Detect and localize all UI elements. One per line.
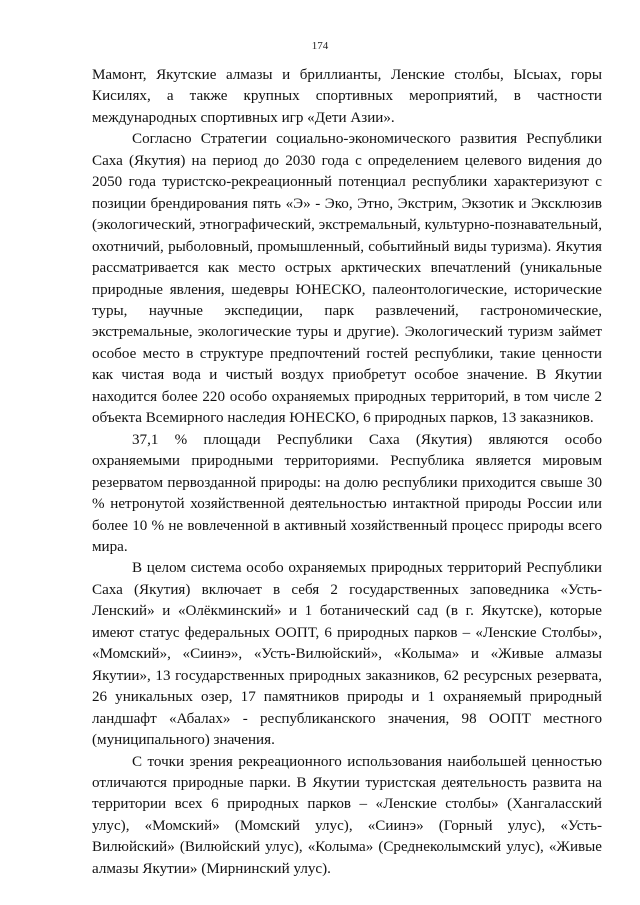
paragraph-protected-area-share: 37,1 % площади Республики Саха (Якутия) являются особо охраняемыми природными территориями. Республика является мировым резерватом первозданной природы: на долю республики приходится свыше 30 % нетронутой хозяйственной деятельностью интактной природы России или более 10 % не вовлеченной в активный хозяйственный процесс природы всего мира. bbox=[92, 431, 602, 555]
paragraph-nature-parks: С точки зрения рекреационного использования наибольшей ценностью отличаются природные парки. В Якутии туристская деятельность развита на территории всех 6 природных парков – «Ленские столбы» (Хангаласский улус), «Момский» (Момский улус), «Сиинэ» (Горный улус), «Усть-Вилюйский» (Вилюйский улус), «Колыма» (Среднеколымский улус), «Живые алмазы Якутии» (Мирнинский улус). bbox=[92, 753, 602, 877]
page-number: 174 bbox=[311, 40, 329, 52]
paragraph-strategy: Согласно Стратегии социально-экономического развития Республики Саха (Якутия) на период до 2030 года с определением целевого видения до 2050 года туристско-рекреационный потенциал республики характеризуют с позиции брендирования пять «Э» - Эко, Этно, Экстрим, Экзотик и Эксклюзив (экологический, этнографический, экстремальный, культурно-познавательный, охотничий, рыболовный, промышленный, событийный виды туризма). Якутия рассматривается как место острых арктических впечатлений (уникальные природные явления, шедевры ЮНЕСКО, палеонтологические, исторические туры, научные экспедиции, парк развлечений, гастрономические, экстремальные, экологические туры и другие). Экологический туризм займет особое место в структуре предпочтений гостей республики, такие ценности как чистая вода и чистый воздух приобретут особое значение. В Якутии находится более 220 особо охраняемых природных территорий, в том числе 2 объекта Всемирного наследия ЮНЕСКО, 6 природных парков, 13 заказников. bbox=[92, 131, 602, 427]
document-body bbox=[92, 65, 602, 880]
paragraph-protected-area-system: В целом система особо охраняемых природных территорий Республики Саха (Якутия) включает в себя 2 государственных заповедника «Усть-Ленский» и «Олёкминский» и 1 ботанический сад (в г. Якутске), которые имеют статус федеральных ООПТ, 6 природных парков – «Ленские Столбы», «Момский», «Сиинэ», «Усть-Вилюйский», «Колыма» и «Живые алмазы Якутии», 13 государственных природных заказников, 62 ресурсных резервата, 26 уникальных озер, 17 памятников природы и 1 охраняемый природный ландшафт «Абалах» - республиканского значения, 98 ООПТ местного (муниципального) значения. bbox=[92, 560, 602, 749]
paragraph-continuation: Мамонт, Якутские алмазы и бриллианты, Ленские столбы, Ысыах, горы Кисилях, а также крупных спортивных мероприятий, в частности международных спортивных игр «Дети Азии». bbox=[92, 67, 602, 126]
